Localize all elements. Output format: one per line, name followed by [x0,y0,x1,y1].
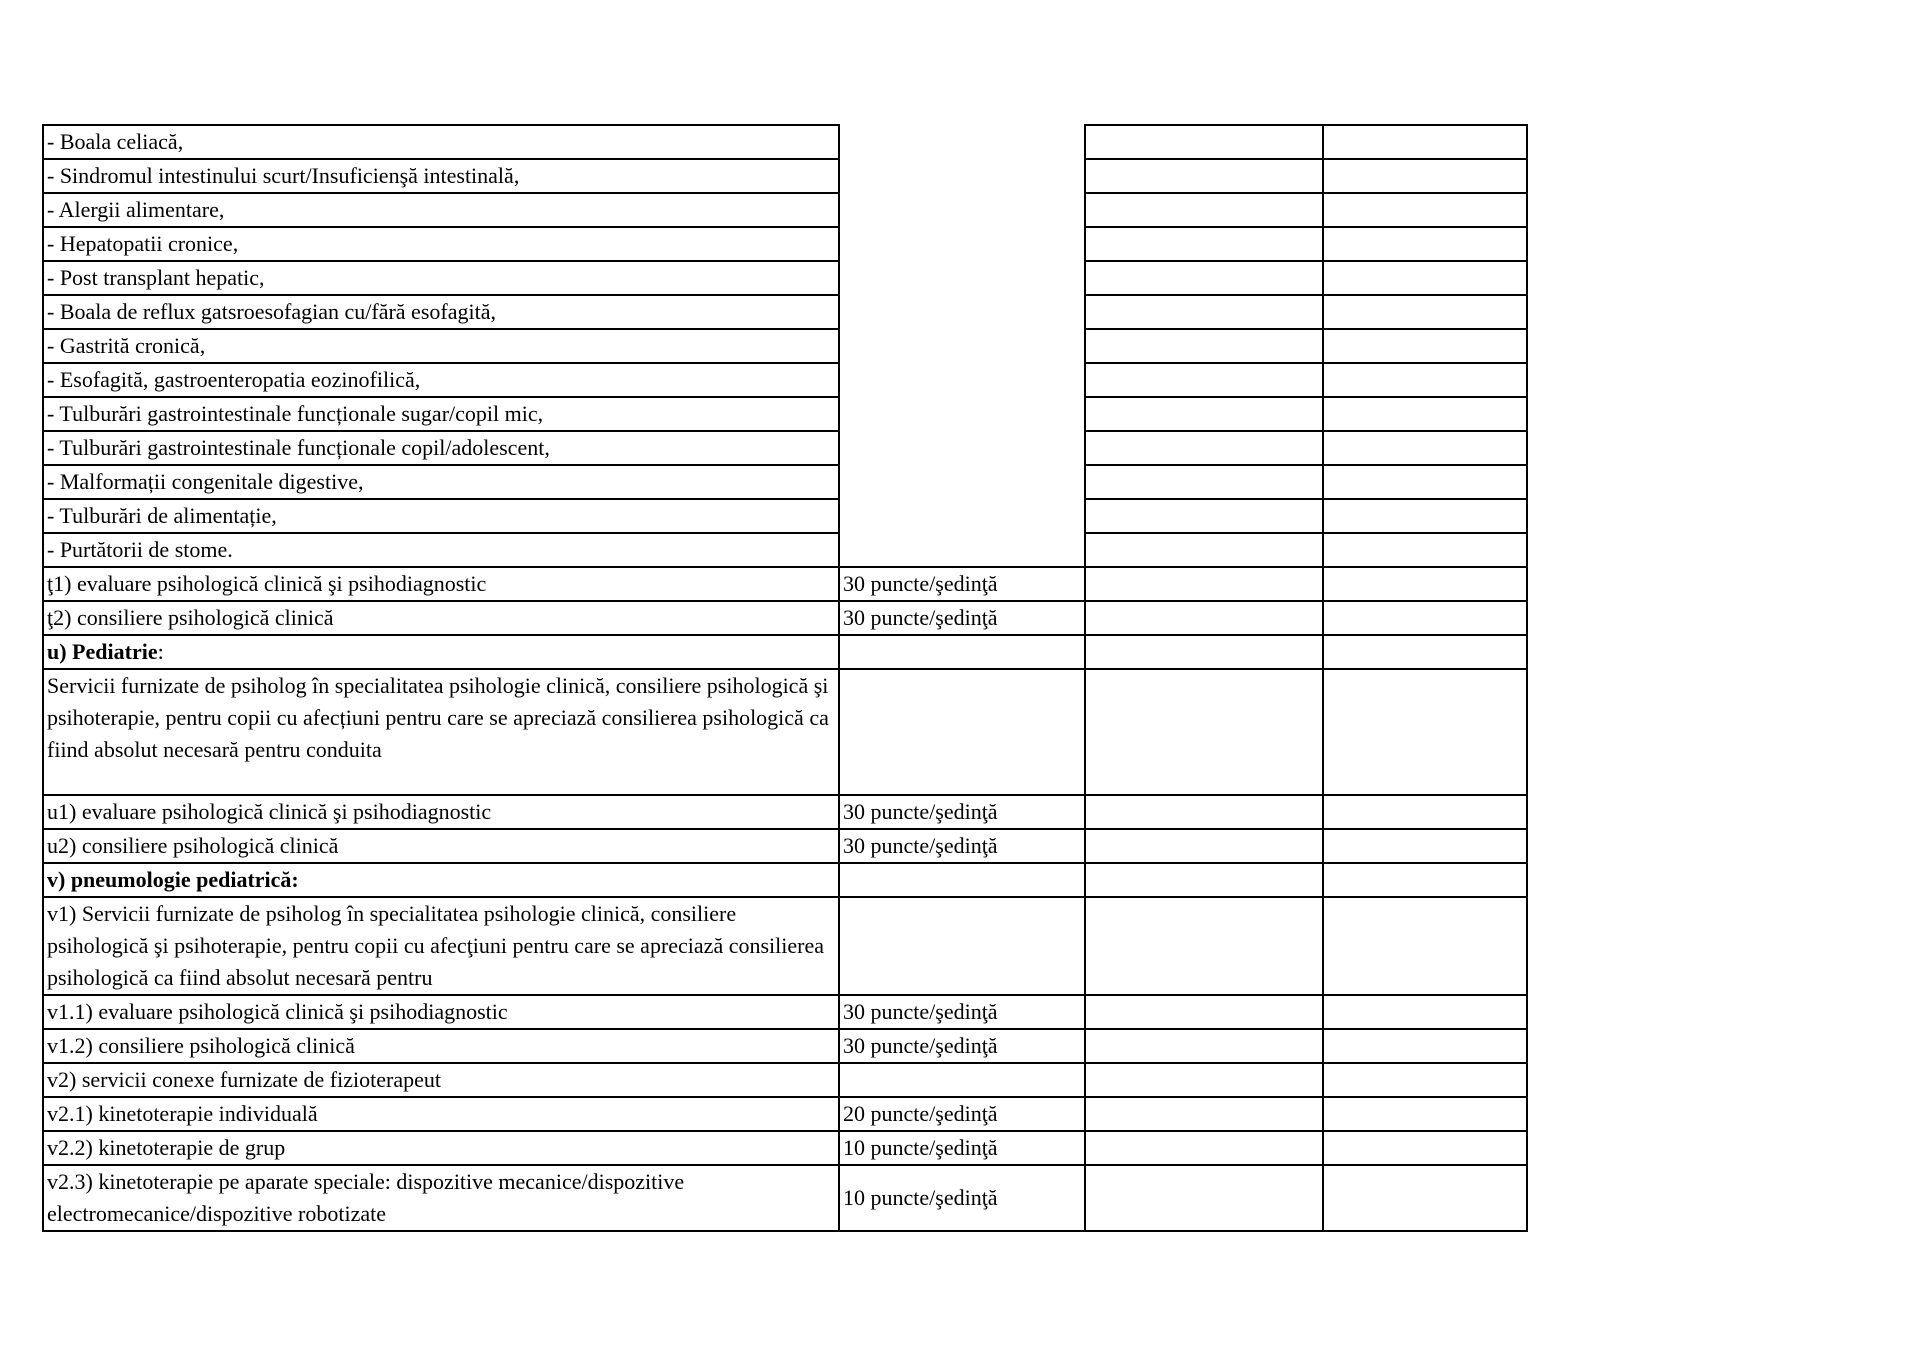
empty-cell [1323,1063,1527,1097]
service-description-cell [43,635,839,669]
table-row [43,601,1527,635]
empty-cell [1323,995,1527,1029]
table-row [43,1097,1527,1131]
empty-cell [1085,1029,1323,1063]
empty-cell [1323,635,1527,669]
points-cell [839,499,1085,533]
service-description-cell: v1) Servicii furnizate de psiholog în specialitatea psihologie clinică, consiliere psihologică şi psihoterapie, pentru copii cu afecţiuni pentru care se apreciază consilierea psihologică ca fiind absolut necesară pentru [43,897,839,995]
service-description-cell: - Post transplant hepatic, [43,261,839,295]
empty-cell [1085,193,1323,227]
table-row [43,829,1527,863]
empty-cell [1323,329,1527,363]
table-row [43,995,1527,1029]
service-description-cell: - Alergii alimentare, [43,193,839,227]
service-description-cell: v2) servicii conexe furnizate de fizioterapeut [43,1063,839,1097]
empty-cell [1323,1165,1527,1231]
empty-cell [1323,1097,1527,1131]
points-cell [839,193,1085,227]
empty-cell [1085,465,1323,499]
points-cell [839,863,1085,897]
table-row [43,159,1527,193]
service-description-cell: u1) evaluare psihologică clinică şi psihodiagnostic [43,795,839,829]
points-cell [839,533,1085,567]
empty-cell [1085,261,1323,295]
empty-cell [1085,669,1323,795]
points-cell: 30 puncte/şedinţă [839,795,1085,829]
points-cell [839,635,1085,669]
table-row [43,1029,1527,1063]
service-description-cell: ţ1) evaluare psihologică clinică şi psihodiagnostic [43,567,839,601]
points-cell [839,295,1085,329]
empty-cell [1323,897,1527,995]
points-cell: 10 puncte/şedinţă [839,1131,1085,1165]
empty-cell [1085,601,1323,635]
empty-cell [1085,1165,1323,1231]
empty-cell [1323,363,1527,397]
empty-cell [1085,533,1323,567]
table-row [43,295,1527,329]
points-cell: 30 puncte/şedinţă [839,567,1085,601]
empty-cell [1085,363,1323,397]
points-cell [839,397,1085,431]
table-row [43,533,1527,567]
empty-cell [1323,159,1527,193]
empty-cell [1323,125,1527,159]
service-description-cell: - Gastrită cronică, [43,329,839,363]
empty-cell [1323,499,1527,533]
points-cell [839,363,1085,397]
service-description-cell: - Hepatopatii cronice, [43,227,839,261]
service-description-cell: - Sindromul intestinului scurt/Insuficienşă intestinală, [43,159,839,193]
table-row [43,193,1527,227]
empty-cell [1323,227,1527,261]
points-cell: 20 puncte/şedinţă [839,1097,1085,1131]
empty-cell [1085,159,1323,193]
service-description-cell: - Malformații congenitale digestive, [43,465,839,499]
empty-cell [1085,397,1323,431]
points-cell: 10 puncte/şedinţă [839,1165,1085,1231]
table-row [43,499,1527,533]
service-description-cell: Servicii furnizate de psiholog în specialitatea psihologie clinică, consiliere psihologică şi psihoterapie, pentru copii cu afecțiuni pentru care se apreciază consilierea psihologică ca fiind absolut necesară pentru conduita [43,669,839,795]
table-row [43,363,1527,397]
table-row [43,261,1527,295]
empty-cell [1085,1097,1323,1131]
empty-cell [1085,499,1323,533]
empty-cell [1085,431,1323,465]
tariff-table [42,124,1528,1232]
empty-cell [1085,897,1323,995]
service-description-cell: v2.2) kinetoterapie de grup [43,1131,839,1165]
empty-cell [1085,329,1323,363]
empty-cell [1323,1029,1527,1063]
table-row [43,1063,1527,1097]
table-row [43,329,1527,363]
empty-cell [1085,227,1323,261]
empty-cell [1323,1131,1527,1165]
points-cell: 30 puncte/şedinţă [839,995,1085,1029]
points-cell [839,897,1085,995]
table-row [43,125,1527,159]
empty-cell [1323,669,1527,795]
service-description-cell: ţ2) consiliere psihologică clinică [43,601,839,635]
empty-cell [1085,125,1323,159]
empty-cell [1085,635,1323,669]
empty-cell [1323,431,1527,465]
points-cell [839,1063,1085,1097]
empty-cell [1323,465,1527,499]
service-description-cell: v2.3) kinetoterapie pe aparate speciale: dispozitive mecanice/dispozitive electromecanice/dispozitive robotizate [43,1165,839,1231]
service-description-cell: - Esofagită, gastroenteropatia eozinofilică, [43,363,839,397]
empty-cell [1323,533,1527,567]
points-cell [839,465,1085,499]
empty-cell [1323,795,1527,829]
service-description-cell: v2.1) kinetoterapie individuală [43,1097,839,1131]
empty-cell [1323,567,1527,601]
empty-cell [1323,193,1527,227]
service-description-cell: v1.1) evaluare psihologică clinică şi psihodiagnostic [43,995,839,1029]
points-cell [839,227,1085,261]
points-cell [839,261,1085,295]
table-row [43,227,1527,261]
empty-cell [1085,1131,1323,1165]
empty-cell [1323,829,1527,863]
empty-cell [1323,261,1527,295]
points-cell [839,431,1085,465]
points-cell [839,329,1085,363]
service-description-cell: - Tulburări de alimentație, [43,499,839,533]
table-row [43,863,1527,897]
table-row [43,397,1527,431]
table-row [43,1131,1527,1165]
empty-cell [1085,795,1323,829]
empty-cell [1085,295,1323,329]
table-row [43,567,1527,601]
table-row [43,897,1527,995]
empty-cell [1085,1063,1323,1097]
empty-cell [1085,567,1323,601]
points-cell [839,159,1085,193]
points-cell: 30 puncte/şedinţă [839,1029,1085,1063]
table-row [43,431,1527,465]
service-description-cell: - Tulburări gastrointestinale funcționale copil/adolescent, [43,431,839,465]
empty-cell [1323,863,1527,897]
service-description-cell: - Tulburări gastrointestinale funcționale sugar/copil mic, [43,397,839,431]
service-description-cell: v1.2) consiliere psihologică clinică [43,1029,839,1063]
table-row [43,669,1527,795]
section-heading: u) Pediatrie [47,639,158,664]
service-description-cell: - Purtătorii de stome. [43,533,839,567]
table-row [43,795,1527,829]
service-description-cell: u2) consiliere psihologică clinică [43,829,839,863]
service-description-cell: v) pneumologie pediatrică: [43,863,839,897]
table-row [43,465,1527,499]
empty-cell [1085,829,1323,863]
section-heading-suffix: : [157,639,164,664]
empty-cell [1085,995,1323,1029]
empty-cell [1323,295,1527,329]
points-cell: 30 puncte/şedinţă [839,601,1085,635]
table-row [43,1165,1527,1231]
empty-cell [1323,397,1527,431]
points-cell [839,125,1085,159]
points-cell [839,669,1085,795]
service-description-cell: - Boala de reflux gatsroesofagian cu/fără esofagită, [43,295,839,329]
service-description-cell: - Boala celiacă, [43,125,839,159]
empty-cell [1323,601,1527,635]
empty-cell [1085,863,1323,897]
table-row [43,635,1527,669]
tariff-table-body [43,125,1527,1231]
points-cell: 30 puncte/şedinţă [839,829,1085,863]
